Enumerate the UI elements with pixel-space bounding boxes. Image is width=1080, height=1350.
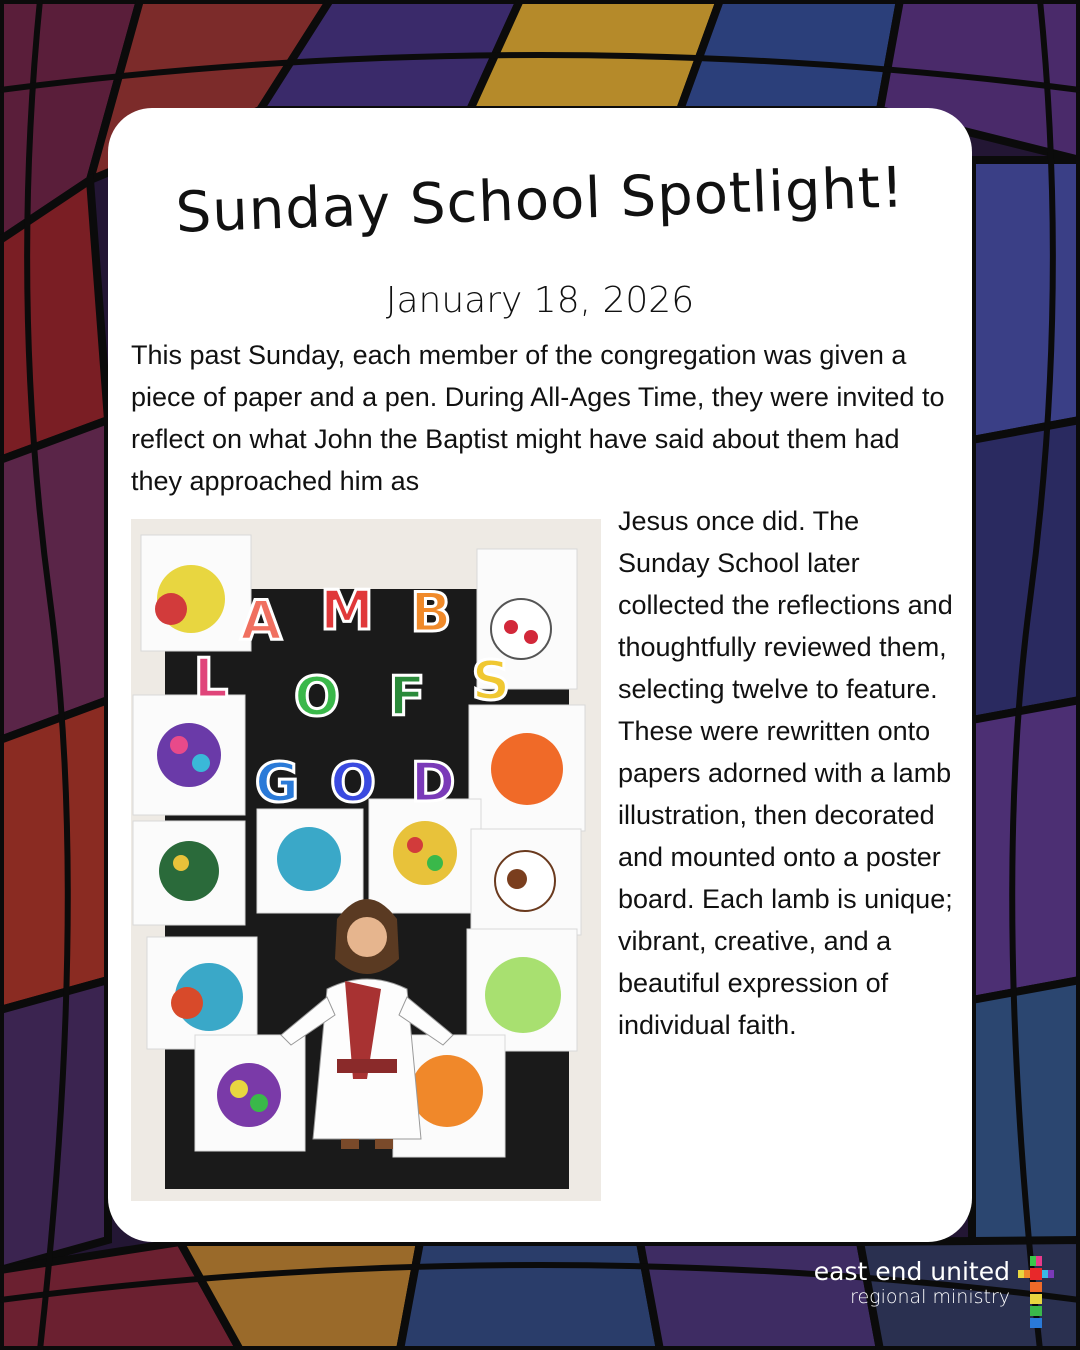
poster-letter: M — [320, 579, 374, 642]
poster-letter: L — [193, 647, 229, 710]
content-card — [108, 108, 972, 1242]
logo-subtitle: regional ministry — [850, 1286, 1010, 1308]
poster-letter: G — [254, 751, 300, 814]
page-title: Sunday School Spotlight! — [174, 155, 906, 246]
poster-letter: D — [410, 751, 456, 814]
ministry-logo — [814, 1258, 1054, 1328]
post-date: January 18, 2026 — [385, 280, 695, 321]
poster-letter: O — [294, 665, 340, 728]
article-paragraph-side: Jesus once did. The Sunday School later collected the reflections and thoughtfully reviewed them, selecting twelve to feature. These were rewritten onto papers adorned with a lamb illustration, then decorated and mounted onto a poster board. Each lamb is unique; vibrant, creative, and a beautiful expression of individual faith. — [618, 506, 953, 1040]
poster-letter: A — [240, 589, 282, 652]
cross-icon — [1018, 1256, 1054, 1328]
poster-letter: B — [410, 581, 452, 644]
logo-name: east end united — [813, 1257, 1010, 1286]
poster-photo — [131, 519, 601, 1201]
poster-letter: S — [471, 649, 511, 712]
poster-letter: O — [330, 751, 376, 814]
poster-letter: F — [388, 665, 426, 728]
article-paragraph-top: This past Sunday, each member of the congregation was given a piece of paper and a pen. During All-Ages Time, they were invited to reflect on what John the Baptist might have said about them had they approached him as — [131, 340, 945, 496]
